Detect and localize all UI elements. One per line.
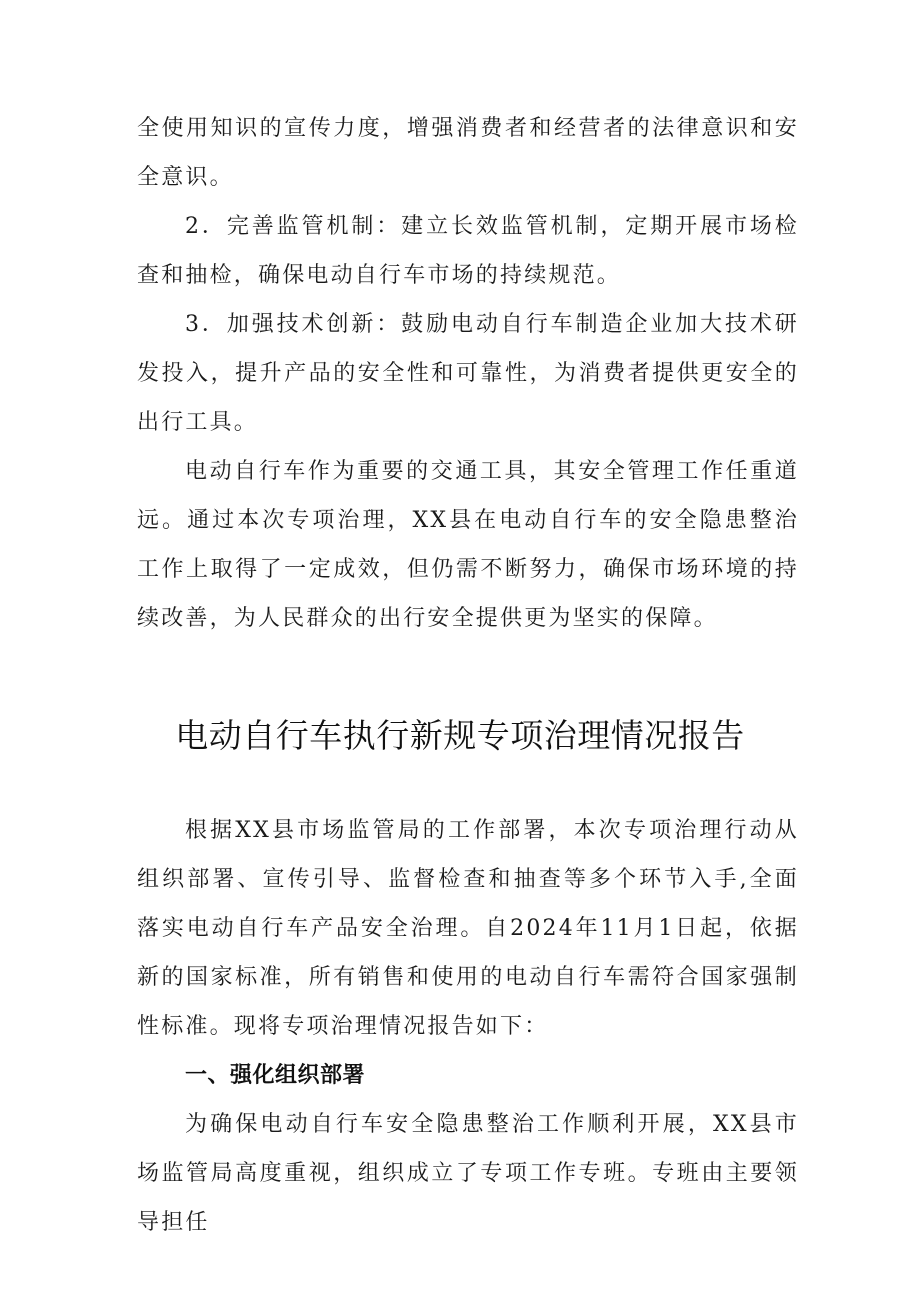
continued-text-block — [137, 104, 799, 643]
paragraph-introduction: 根据XX县市场监管局的工作部署，本次专项治理行动从组织部署、宣传引导、监督检查和抽查等多个环节入手,全面落实电动自行车产品安全治理。自2024年11月1日起，依据新的国家标准，所有销售和使用的电动自行车需符合国家强制性标准。现将专项治理情况报告如下： — [137, 818, 799, 1039]
report-title: 电动自行车执行新规专项治理情况报告 — [175, 716, 745, 755]
section-heading-organization: 一、强化组织部署 — [185, 1063, 366, 1088]
paragraph-supervision-mechanism: 2．完善监管机制：建立长效监管机制，定期开展市场检查和抽检，确保电动自行车市场的持续规范。 — [137, 214, 799, 288]
paragraph-conclusion: 电动自行车作为重要的交通工具，其安全管理工作任重道远。通过本次专项治理，XX县在电动自行车的安全隐患整治工作上取得了一定成效，但仍需不断努力，确保市场环境的持续改善，为人民群众的出行安全提供更为坚实的保障。 — [137, 459, 799, 631]
paragraph-organization: 为确保电动自行车安全隐患整治工作顺利开展，XX县市场监管局高度重视，组织成立了专项工作专班。专班由主要领导担任 — [137, 1112, 799, 1235]
paragraph-publicity-continued: 全使用知识的宣传力度，增强消费者和经营者的法律意识和安全意识。 — [137, 116, 799, 190]
paragraph-technical-innovation: 3．加强技术创新：鼓励电动自行车制造企业加大技术研发投入，提升产品的安全性和可靠性，为消费者提供更安全的出行工具。 — [137, 312, 799, 435]
report-body — [137, 806, 799, 1247]
